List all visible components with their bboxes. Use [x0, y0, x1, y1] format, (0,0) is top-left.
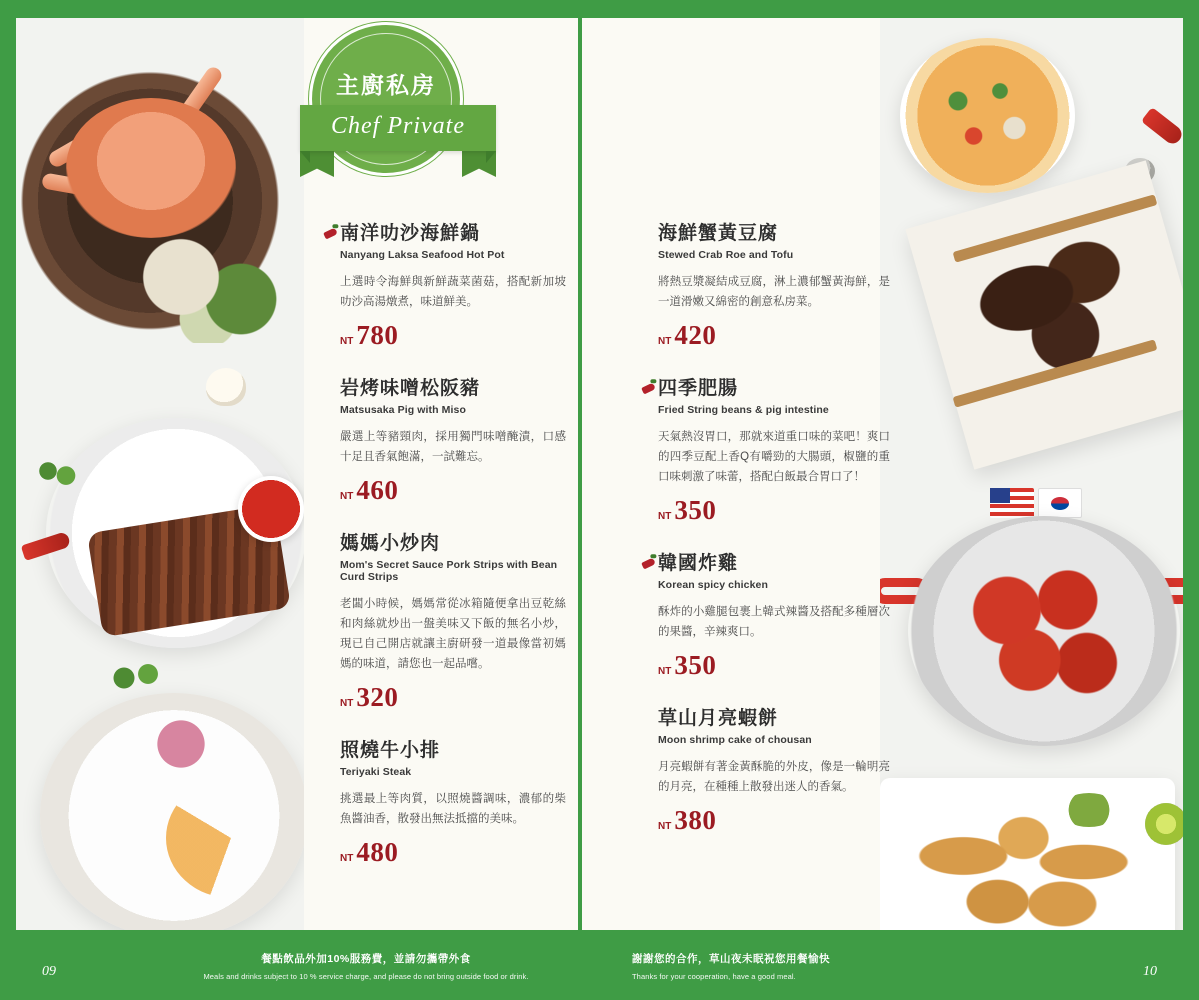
- sauce-bowl-photo: [238, 476, 304, 542]
- menu-item[interactable]: [340, 532, 566, 713]
- frame-left: [0, 0, 16, 1000]
- thanks-note-cn: 謝謝您的合作，草山夜未眠祝您用餐愉快: [632, 953, 830, 965]
- service-charge-note-cn: 餐點飲品外加10%服務費，並請勿攜帶外食: [261, 953, 471, 965]
- page-number-right: 10: [1143, 964, 1157, 979]
- service-charge-note: [166, 952, 566, 982]
- herb-garnish-icon: [24, 448, 84, 494]
- item-price-row: [658, 650, 890, 681]
- item-name-cn: 草山月亮蝦餅: [658, 708, 779, 730]
- item-price: 780: [356, 320, 399, 350]
- garlic-icon: [206, 368, 246, 406]
- currency-label: NT: [658, 821, 672, 833]
- menu-item[interactable]: [340, 222, 566, 351]
- menu-item[interactable]: [340, 739, 566, 868]
- left-page-footer: [16, 930, 578, 1000]
- item-name-en: Korean spicy chicken: [658, 578, 768, 591]
- item-name-cn: 照燒牛小排: [340, 740, 441, 762]
- currency-label: NT: [340, 698, 354, 710]
- right-photo-collage: [880, 18, 1183, 930]
- menu-item[interactable]: [658, 552, 890, 681]
- badge-title-en: Chef Private: [331, 113, 465, 139]
- item-price-row: [340, 320, 566, 351]
- item-name-cn: 南洋叻沙海鮮鍋: [340, 223, 481, 244]
- page-spine: [578, 0, 582, 930]
- item-price-row: [340, 682, 566, 713]
- item-price-row: [340, 837, 566, 868]
- lime-icon: [1145, 803, 1183, 845]
- currency-label: NT: [658, 511, 672, 523]
- currency-label: NT: [340, 853, 354, 865]
- frame-right: [1183, 0, 1199, 1000]
- item-price: 350: [674, 650, 717, 681]
- item-price: 420: [674, 320, 717, 350]
- menu-item[interactable]: [658, 377, 890, 526]
- item-name-cn: 四季肥腸: [658, 378, 739, 399]
- chef-private-ribbon: [300, 105, 496, 151]
- right-page-footer: [582, 930, 1183, 1000]
- item-name-en: Stewed Crab Roe and Tofu: [658, 248, 794, 261]
- item-price: 480: [356, 837, 399, 868]
- item-name-cn: 媽媽小炒肉: [340, 533, 441, 554]
- item-name-cn: 海鮮蟹黃豆腐: [658, 223, 779, 244]
- herb-garnish-icon: [106, 658, 166, 698]
- right-menu-items: [658, 222, 890, 862]
- avocado-garnish: [1060, 793, 1118, 827]
- item-price: 460: [356, 475, 399, 505]
- item-description: 酥炸的小雞腿包裹上韓式辣醬及搭配多種層次的果醬，辛辣爽口。: [658, 605, 890, 638]
- badge-title-cn: 主廚私房: [336, 72, 436, 98]
- item-description: 挑選最上等肉質，以照燒醬調味，濃郁的柴魚醬油香，散發出無法抵擋的美味。: [340, 793, 566, 826]
- item-price-row: [658, 495, 890, 526]
- us-flag-icon: [990, 488, 1034, 518]
- menu-item[interactable]: [340, 377, 566, 506]
- frame-top: [0, 0, 1199, 18]
- thanks-note: [632, 952, 1052, 982]
- item-description: 老闆小時候，媽媽常從冰箱隨便拿出豆乾絲和肉絲就炒出一盤美味又下飯的無名小炒，現已自己開店就讓主廚研發一道最像當初媽媽的味道，請您也一起品嚐。: [340, 597, 566, 671]
- page-number-left: 09: [42, 964, 56, 979]
- item-price-row: [658, 805, 890, 836]
- item-price: 380: [674, 805, 717, 836]
- thanks-note-en: Thanks for your cooperation, have a good meal.: [632, 971, 796, 981]
- crab-photo: [66, 98, 236, 238]
- item-name-en: Moon shrimp cake of chousan: [658, 733, 812, 746]
- korea-flag-icon: [1038, 488, 1082, 518]
- item-name-en: Teriyaki Steak: [340, 766, 412, 778]
- item-description: 將熱豆漿凝結成豆腐，淋上濃郁蟹黃海鮮，是一道滑嫩又綿密的創意私房菜。: [658, 275, 890, 308]
- left-menu-items: [340, 222, 566, 894]
- item-price-row: [658, 320, 890, 351]
- left-photo-collage: [16, 18, 304, 930]
- menu-item[interactable]: [658, 707, 890, 836]
- currency-label: NT: [658, 666, 672, 678]
- currency-label: NT: [658, 336, 672, 347]
- teriyaki-steak-photo: [78, 758, 268, 908]
- currency-label: NT: [340, 336, 354, 347]
- item-description: 嚴選上等豬頸肉，採用獨門味噌醃漬，口感十足且香氣飽滿，一試難忘。: [340, 430, 566, 463]
- item-name-en: Nanyang Laksa Seafood Hot Pot: [340, 248, 505, 261]
- item-name-en: Matsusaka Pig with Miso: [340, 403, 466, 416]
- service-charge-note-en: Meals and drinks subject to 10 % service charge, and please do not bring outside food or drink.: [203, 971, 529, 981]
- item-name-en: Fried String beans & pig intestine: [658, 403, 829, 416]
- item-name-cn: 韓國炸雞: [658, 553, 739, 575]
- item-description: 月亮蝦餅有著金黃酥脆的外皮，像是一輪明亮的月亮，在種種上散發出迷人的香氣。: [658, 760, 890, 793]
- item-name-en: Mom's Secret Sauce Pork Strips with Bean Curd Strips: [340, 558, 558, 583]
- currency-label: NT: [340, 491, 354, 502]
- item-description: 上選時令海鮮與新鮮蔬菜菌菇，搭配新加坡叻沙高湯燉煮，味道鮮美。: [340, 275, 566, 308]
- menu-item[interactable]: [658, 222, 890, 351]
- item-price: 350: [674, 495, 717, 526]
- soup-ingredients: [928, 66, 1048, 166]
- chili-pepper-icon: [1141, 107, 1183, 147]
- item-price: 320: [356, 682, 399, 713]
- item-description: 天氣熱沒胃口，那就來道重口味的菜吧！爽口的四季豆配上香Q有嚼勁的大腸頭，椒鹽的重口味刺激了味蕾，搭配白飯最合胃口了！: [658, 430, 890, 483]
- item-name-cn: 岩烤味噌松阪豬: [340, 378, 481, 399]
- item-price-row: [340, 475, 566, 506]
- korean-spicy-chicken-photo: [950, 558, 1140, 708]
- vegetable-photo: [136, 233, 286, 343]
